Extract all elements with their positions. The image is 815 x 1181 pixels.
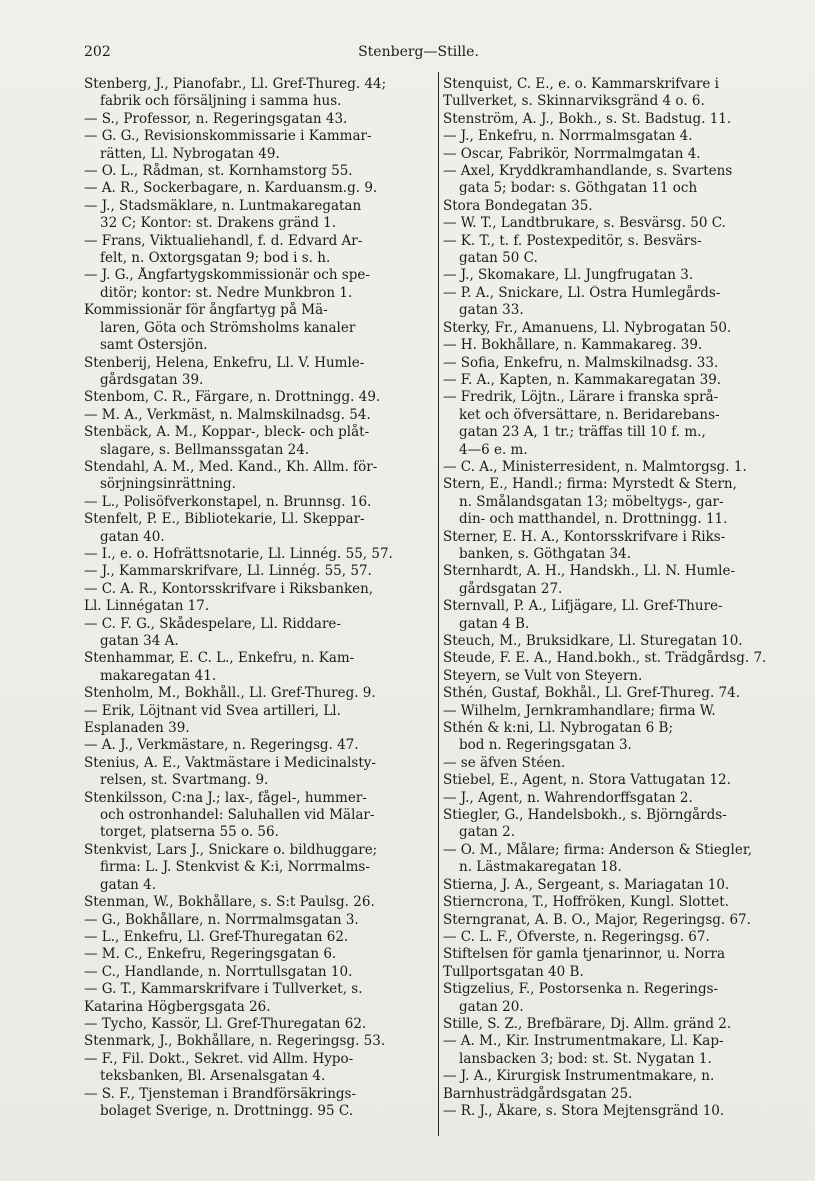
directory-line: — Oscar, Fabrikör, Norrmalmgatan 4.: [443, 145, 701, 162]
directory-line: — J., Stadsmäklare, n. Luntmakaregatan: [84, 197, 362, 214]
directory-line: — P. A., Snickare, Ll. Östra Humlegårds-: [443, 284, 721, 301]
directory-line: — Sofia, Enkefru, n. Malmskilnadsg. 33.: [443, 354, 719, 371]
directory-line: Stern, E., Handl.; firma: Myrstedt & Stern,: [443, 476, 737, 493]
directory-line: — J., Kammarskrifvare, Ll. Linnég. 55, 57.: [84, 563, 372, 580]
directory-line: Sthén, Gustaf, Bokhål., Ll. Gref-Thureg. 74.: [443, 685, 740, 702]
directory-line: felt, n. Oxtorgsgatan 9; bod i s. h.: [100, 250, 331, 267]
directory-line: — W. T., Landtbrukare, s. Besvärsg. 50 C.: [443, 215, 726, 232]
directory-line: Stierna, J. A., Sergeant, s. Mariagatan 10.: [443, 876, 730, 893]
directory-line: Sterky, Fr., Amanuens, Ll. Nybrogatan 50.: [443, 319, 732, 336]
directory-line: Stiftelsen för gamla tjenarinnor, u. Norra: [443, 946, 725, 963]
directory-line: Stiegler, G., Handelsbokh., s. Björngårds-: [443, 807, 727, 824]
directory-line: — L., Polisöfverkonstapel, n. Brunnsg. 16.: [84, 493, 372, 510]
directory-line: 32 C; Kontor: st. Drakens gränd 1.: [100, 215, 337, 232]
directory-line: — H. Bokhållare, n. Kammakareg. 39.: [443, 337, 703, 354]
left-column: [84, 76, 436, 1120]
directory-line: Sternvall, P. A., Lifjägare, Ll. Gref-Thure-: [443, 598, 723, 615]
directory-line: Stenhammar, E. C. L., Enkefru, n. Kam-: [84, 650, 355, 667]
directory-line: — J., Enkefru, n. Norrmalmsgatan 4.: [443, 128, 693, 145]
directory-line: — Axel, Kryddkramhandlande, s. Svartens: [443, 163, 733, 180]
right-column: [443, 76, 773, 1120]
directory-line: Stenbäck, A. M., Koppar-, bleck- och plåt-: [84, 424, 370, 441]
directory-line: Stenmark, J., Bokhållare, n. Regeringsg. 53.: [84, 1033, 386, 1050]
directory-line: Kommissionär för ångfartyg på Mä-: [84, 302, 328, 319]
column-divider: [438, 72, 439, 1136]
directory-line: bod n. Regeringsgatan 3.: [459, 737, 632, 754]
directory-line: — R. J., Åkare, s. Stora Mejtensgränd 10.: [443, 1102, 725, 1119]
directory-line: — Tycho, Kassör, Ll. Gref-Thuregatan 62.: [84, 1015, 367, 1032]
directory-line: — S., Professor, n. Regeringsgatan 43.: [84, 110, 348, 127]
directory-line: ket och öfversättare, n. Beridarebans-: [459, 406, 720, 423]
directory-line: gatan 4.: [100, 876, 157, 893]
directory-line: — G. G., Revisionskommissarie i Kammar-: [84, 128, 372, 145]
directory-line: — G., Bokhållare, n. Norrmalmsgatan 3.: [84, 911, 359, 928]
directory-line: Stigzelius, F., Postorsenka n. Regerings-: [443, 981, 719, 998]
directory-line: — A. M., Kir. Instrumentmakare, Ll. Kap-: [443, 1033, 724, 1050]
directory-line: — Wilhelm, Jernkramhandlare; firma W.: [443, 702, 716, 719]
directory-line: Sterngranat, A. B. O., Major, Regeringsg. 67.: [443, 911, 751, 928]
directory-line: — C. F. G., Skådespelare, Ll. Riddare-: [84, 615, 341, 632]
directory-line: — J. A., Kirurgisk Instrumentmakare, n.: [443, 1068, 715, 1085]
directory-line: gatan 34 A.: [100, 633, 179, 649]
directory-line: Stenberg, J., Pianofabr., Ll. Gref-Thureg. 44;: [84, 76, 387, 92]
directory-line: — G. T., Kammarskrifvare i Tullverket, s.: [84, 981, 363, 998]
page-number: 202: [84, 44, 111, 60]
directory-line: — O. L., Rådman, st. Kornhamstorg 55.: [84, 163, 353, 180]
directory-line: slagare, s. Bellmanssgatan 24.: [100, 441, 310, 458]
directory-line: Stenberij, Helena, Enkefru, Ll. V. Humle-: [84, 354, 365, 371]
directory-line: Katarina Högbergsgata 26.: [84, 998, 271, 1015]
directory-line: — A. R., Sockerbagare, n. Karduansm.g. 9.: [84, 180, 378, 197]
directory-line: Ll. Linnégatan 17.: [84, 598, 210, 615]
directory-line: — Erik, Löjtnant vid Svea artilleri, Ll.: [84, 702, 341, 719]
directory-line: — F., Fil. Dokt., Sekret. vid Allm. Hypo-: [84, 1050, 354, 1067]
directory-line: Sthén & k:ni, Ll. Nybrogatan 6 B;: [443, 720, 674, 737]
directory-line: gata 5; bodar: s. Göthgatan 11 och: [459, 180, 698, 197]
directory-line: gatan 4 B.: [459, 615, 530, 632]
directory-line: Barnhusträdgårdsgatan 25.: [443, 1085, 633, 1102]
directory-line: — A. J., Verkmästare, n. Regeringsg. 47.: [84, 737, 359, 754]
directory-line: Stenfelt, P. E., Bibliotekarie, Ll. Skeppar-: [84, 511, 365, 528]
directory-line: gatan 2.: [459, 824, 516, 841]
directory-line: — I., e. o. Hofrättsnotarie, Ll. Linnég. 55, 57.: [84, 545, 393, 562]
directory-line: Stenman, W., Bokhållare, s. S:t Paulsg. 26.: [84, 894, 375, 911]
directory-line: Sterner, E. H. A., Kontorsskrifvare i Riks-: [443, 528, 726, 545]
directory-line: torget, platserna 55 o. 56.: [100, 824, 279, 841]
directory-line: gatan 40.: [100, 528, 165, 545]
directory-line: Stille, S. Z., Brefbärare, Dj. Allm. gränd 2.: [443, 1015, 732, 1032]
directory-line: banken, s. Göthgatan 34.: [459, 545, 631, 562]
directory-line: Stendahl, A. M., Med. Kand., Kh. Allm. för-: [84, 458, 378, 475]
directory-line: Steuch, M., Bruksidkare, Ll. Sturegatan 10.: [443, 633, 743, 649]
directory-line: Stenbom, C. R., Färgare, n. Drottningg. 49.: [84, 389, 381, 406]
directory-line: — L., Enkefru, Ll. Gref-Thuregatan 62.: [84, 928, 349, 945]
directory-line: Stenström, A. J., Bokh., s. St. Badstug. 11.: [443, 110, 732, 127]
directory-line: — S. F., Tjensteman i Brandförsäkrings-: [84, 1085, 357, 1102]
directory-line: — M. A., Verkmäst, n. Malmskilnadsg. 54.: [84, 406, 371, 423]
directory-line: Stenius, A. E., Vaktmästare i Medicinalsty-: [84, 754, 376, 771]
directory-line: Stiebel, E., Agent, n. Stora Vattugatan 12.: [443, 772, 731, 789]
directory-line: — M. C., Enkefru, Regeringsgatan 6.: [84, 946, 337, 963]
directory-line: din- och matthandel, n. Drottningg. 11.: [459, 511, 728, 528]
directory-line: Stenkvist, Lars J., Snickare o. bildhuggare;: [84, 841, 378, 858]
directory-line: gatan 20.: [459, 998, 524, 1015]
directory-line: Sternhardt, A. H., Handskh., Ll. N. Humle-: [443, 563, 736, 580]
directory-line: n. Lästmakaregatan 18.: [459, 859, 622, 876]
directory-line: Stenkilsson, C:na J.; lax-, fågel-, hummer-: [84, 789, 367, 806]
directory-line: — F. A., Kapten, n. Kammakaregatan 39.: [443, 371, 722, 388]
directory-line: — O. M., Målare; firma: Anderson & Stiegler,: [443, 841, 753, 858]
directory-line: teksbanken, Bl. Arsenalsgatan 4.: [100, 1068, 326, 1085]
directory-line: rätten, Ll. Nybrogatan 49.: [100, 145, 280, 162]
directory-line: laren, Göta och Strömsholms kanaler: [100, 319, 356, 336]
directory-line: bolaget Sverige, n. Drottningg. 95 C.: [100, 1102, 354, 1119]
directory-line: — C., Handlande, n. Norrtullsgatan 10.: [84, 963, 353, 980]
directory-line: Esplanaden 39.: [84, 720, 190, 737]
directory-line: — K. T., t. f. Postexpeditör, s. Besvärs-: [443, 232, 702, 249]
directory-line: Stenquist, C. E., e. o. Kammarskrifvare i: [443, 76, 719, 92]
directory-line: och ostronhandel: Saluhallen vid Mälar-: [100, 807, 375, 824]
directory-line: Stierncrona, T., Hoffröken, Kungl. Slottet.: [443, 894, 729, 911]
directory-line: gatan 23 A, 1 tr.; träffas till 10 f. m.,: [459, 424, 706, 441]
directory-line: samt Östersjön.: [100, 337, 208, 354]
directory-line: — J., Agent, n. Wahrendorffsgatan 2.: [443, 789, 693, 806]
directory-line: — J., Skomakare, Ll. Jungfrugatan 3.: [443, 267, 694, 284]
directory-line: Tullportsgatan 40 B.: [443, 963, 584, 980]
page-header: [82, 44, 755, 66]
directory-line: 4—6 e. m.: [459, 441, 528, 458]
directory-line: fabrik och försäljning i samma hus.: [100, 93, 342, 110]
directory-line: — J. G., Ångfartygskommissionär och spe-: [84, 267, 370, 284]
directory-line: sörjningsinrättning.: [100, 476, 236, 493]
directory-line: gatan 33.: [459, 302, 524, 319]
directory-line: Steyern, se Vult von Steyern.: [443, 667, 643, 684]
directory-line: — C. L. F., Öfverste, n. Regeringsg. 67.: [443, 928, 710, 945]
directory-line: makaregatan 41.: [100, 667, 217, 684]
directory-line: Stora Bondegatan 35.: [443, 197, 593, 214]
directory-line: — se äfven Stéen.: [443, 754, 566, 771]
directory-line: gårdsgatan 39.: [100, 371, 204, 388]
directory-line: ditör; kontor: st. Nedre Munkbron 1.: [100, 284, 353, 301]
directory-line: lansbacken 3; bod: st. St. Nygatan 1.: [459, 1050, 712, 1067]
directory-line: firma: L. J. Stenkvist & K:i, Norrmalms-: [100, 859, 370, 876]
directory-line: Stenholm, M., Bokhåll., Ll. Gref-Thureg. 9.: [84, 685, 376, 702]
directory-line: gårdsgatan 27.: [459, 580, 563, 597]
directory-line: Steude, F. E. A., Hand.bokh., st. Trädgårdsg. 7.: [443, 650, 767, 667]
directory-line: — C. A. R., Kontorsskrifvare i Riksbanken,: [84, 580, 374, 597]
directory-line: gatan 50 C.: [459, 250, 538, 267]
directory-line: — Frans, Viktualiehandl, f. d. Edvard Ar-: [84, 232, 363, 249]
directory-line: relsen, st. Svartmang. 9.: [100, 772, 269, 789]
directory-line: Tullverket, s. Skinnarviksgränd 4 o. 6.: [443, 93, 705, 110]
directory-line: — C. A., Ministerresident, n. Malmtorgsg. 1.: [443, 458, 747, 475]
directory-line: — Fredrik, Löjtn., Lärare i franska språ-: [443, 389, 719, 406]
running-head: Stenberg—Stille.: [358, 44, 479, 60]
directory-line: n. Smålandsgatan 13; möbeltygs-, gar-: [459, 493, 724, 510]
